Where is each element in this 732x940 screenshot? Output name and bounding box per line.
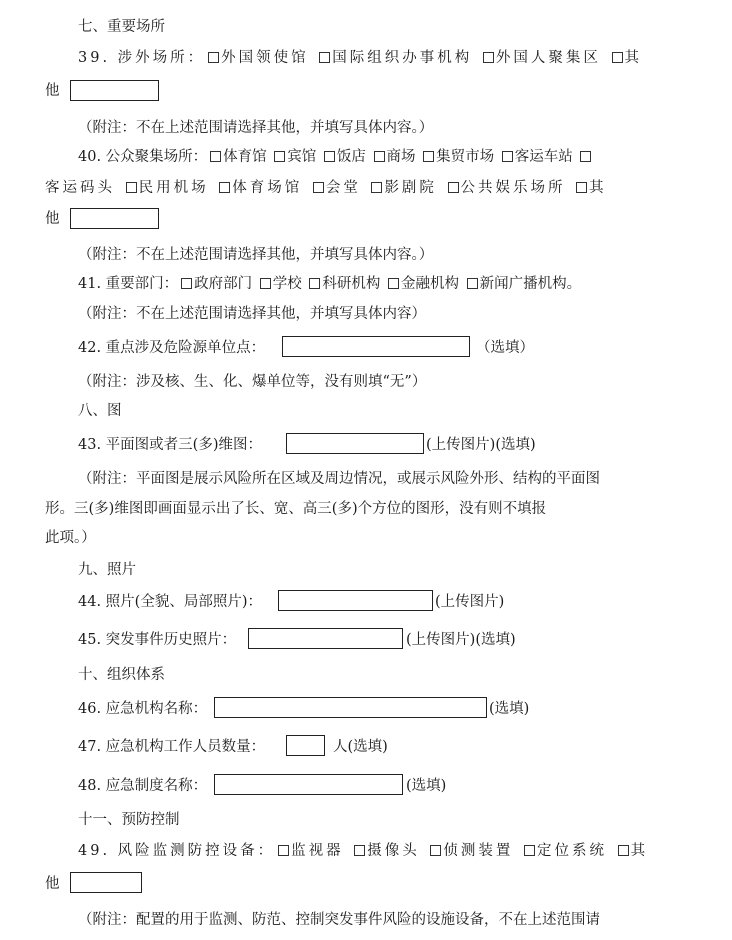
q41-option: 学校	[272, 276, 302, 292]
q49-checkbox[interactable]	[430, 845, 441, 856]
q40-checkbox-other[interactable]	[576, 182, 587, 193]
section-heading-8: 八、图	[78, 403, 122, 419]
q41-option: 科研机构	[322, 276, 381, 292]
q44-upload-input[interactable]	[278, 590, 433, 611]
section-heading-10: 十、组织体系	[78, 667, 165, 683]
q41-option: 新闻广播机构。	[479, 276, 582, 292]
q40-option-other: 其	[589, 180, 607, 196]
q41-row	[78, 274, 581, 294]
q39-other-input[interactable]	[70, 80, 159, 101]
q49-checkbox[interactable]	[354, 845, 365, 856]
q46-label: 46. 应急机构名称：	[78, 701, 208, 717]
q40-checkbox[interactable]	[374, 151, 385, 162]
q46-suffix: (选填)	[489, 701, 530, 717]
q43-note-1: （附注：平面图是展示风险所在区域及周边情况，或展示风险外形、结构的平面图	[78, 471, 600, 487]
q49-option-other: 其	[630, 843, 649, 859]
q40-checkbox-kytmt[interactable]	[580, 151, 591, 162]
q43-upload-input[interactable]	[286, 433, 424, 454]
q42-note: （附注：涉及核、生、化、爆单位等，没有则填“无”）	[78, 374, 427, 390]
q49-option: 摄像头	[367, 843, 420, 859]
q40-option: 客运车站	[514, 149, 573, 165]
q39-checkbox-3[interactable]	[483, 52, 494, 63]
q42-suffix: （选填）	[476, 340, 534, 356]
q40-checkbox[interactable]	[502, 151, 513, 162]
q41-checkbox[interactable]	[260, 278, 271, 289]
q40-checkbox[interactable]	[210, 151, 221, 162]
q47-label: 47. 应急机构工作人员数量：	[78, 739, 266, 755]
q40-other-label: 他	[45, 211, 60, 227]
q39-label: 39. 涉外场所：	[78, 50, 206, 66]
q49-checkbox[interactable]	[278, 845, 289, 856]
q40-row-1	[78, 147, 593, 167]
q49-checkbox-other[interactable]	[618, 845, 629, 856]
q41-option: 政府部门	[194, 276, 253, 292]
q41-label: 41. 重要部门：	[78, 276, 179, 292]
q47-suffix: 人(选填)	[333, 739, 388, 755]
q39-checkbox-other[interactable]	[612, 52, 623, 63]
q39-row	[78, 48, 642, 68]
section-heading-9: 九、照片	[78, 562, 136, 578]
q49-row	[78, 841, 648, 861]
q39-option-2: 国际组织办事机构	[332, 50, 473, 66]
q40-label: 40. 公众聚集场所：	[78, 149, 208, 165]
q40-checkbox[interactable]	[274, 151, 285, 162]
q40-checkbox[interactable]	[313, 182, 324, 193]
q42-input[interactable]	[282, 336, 470, 357]
q40-option: 商场	[386, 149, 416, 165]
q48-suffix: (选填)	[406, 778, 447, 794]
q40-option: 宾馆	[287, 149, 317, 165]
q40-option: 民用机场	[138, 180, 209, 196]
q40-option: 体育场馆	[232, 180, 303, 196]
q41-checkbox[interactable]	[309, 278, 320, 289]
q40-checkbox[interactable]	[371, 182, 382, 193]
q49-note: （附注：配置的用于监测、防范、控制突发事件风险的设施设备，不在上述范围请	[78, 912, 600, 928]
q40-option: 集贸市场	[436, 149, 495, 165]
q49-checkbox[interactable]	[524, 845, 535, 856]
q45-label: 45. 突发事件历史照片：	[78, 632, 237, 648]
q48-input[interactable]	[214, 774, 403, 795]
q41-checkbox[interactable]	[467, 278, 478, 289]
q49-label: 49. 风险监测防控设备：	[78, 843, 276, 859]
q41-checkbox[interactable]	[181, 278, 192, 289]
q40-checkbox[interactable]	[126, 182, 137, 193]
q49-option: 侦测装置	[443, 843, 514, 859]
q44-label: 44. 照片(全貌、局部照片)：	[78, 594, 262, 610]
q45-upload-input[interactable]	[248, 628, 403, 649]
q39-checkbox-2[interactable]	[319, 52, 330, 63]
section-heading-11: 十一、预防控制	[78, 812, 180, 828]
q41-checkbox[interactable]	[388, 278, 399, 289]
q49-option: 定位系统	[537, 843, 607, 859]
q43-note-3: 此项。）	[45, 530, 96, 546]
q40-checkbox[interactable]	[219, 182, 230, 193]
q47-count-input[interactable]	[286, 735, 325, 756]
q40-note: （附注：不在上述范围请选择其他，并填写具体内容。）	[78, 247, 434, 263]
q49-option: 监视器	[291, 843, 344, 859]
q44-suffix: (上传图片)	[435, 594, 505, 610]
q40-option: 会堂	[325, 180, 361, 196]
q42-label: 42. 重点涉及危险源单位点：	[78, 340, 266, 356]
q39-option-1: 外国领使馆	[221, 50, 309, 66]
q41-note: （附注：不在上述范围请选择其他，并填写具体内容）	[78, 306, 426, 322]
q40-checkbox[interactable]	[448, 182, 459, 193]
q46-input[interactable]	[214, 697, 487, 718]
section-heading-7: 七、重要场所	[78, 19, 165, 35]
q40-other-input[interactable]	[70, 208, 159, 229]
q43-suffix: (上传图片)(选填)	[426, 437, 536, 453]
q40-row-2	[45, 178, 607, 198]
q40-option: 影剧院	[384, 180, 437, 196]
q39-note: （附注：不在上述范围请选择其他，并填写具体内容。）	[78, 120, 434, 136]
q40-checkbox[interactable]	[423, 151, 434, 162]
q49-other-input[interactable]	[70, 872, 142, 893]
q49-other-label: 他	[45, 876, 60, 892]
q45-suffix: (上传图片)(选填)	[406, 632, 516, 648]
q43-note-2: 形。三(多)维图即画面显示出了长、宽、高三(多)个方位的图形，没有则不填报	[45, 501, 547, 517]
q40-option: 体育馆	[223, 149, 267, 165]
q41-option: 金融机构	[401, 276, 459, 292]
q40-option: 公共娱乐场所	[460, 180, 566, 196]
q40-option: 饭店	[336, 149, 366, 165]
q43-label: 43. 平面图或者三(多)维图：	[78, 437, 262, 453]
q39-checkbox-1[interactable]	[208, 52, 219, 63]
q39-option-other: 其	[624, 50, 642, 66]
q48-label: 48. 应急制度名称：	[78, 778, 208, 794]
q39-option-3: 外国人聚集区	[495, 50, 601, 66]
q40-checkbox[interactable]	[324, 151, 335, 162]
q39-other-label: 他	[45, 83, 60, 99]
q40-option: 客运码头	[45, 180, 115, 196]
